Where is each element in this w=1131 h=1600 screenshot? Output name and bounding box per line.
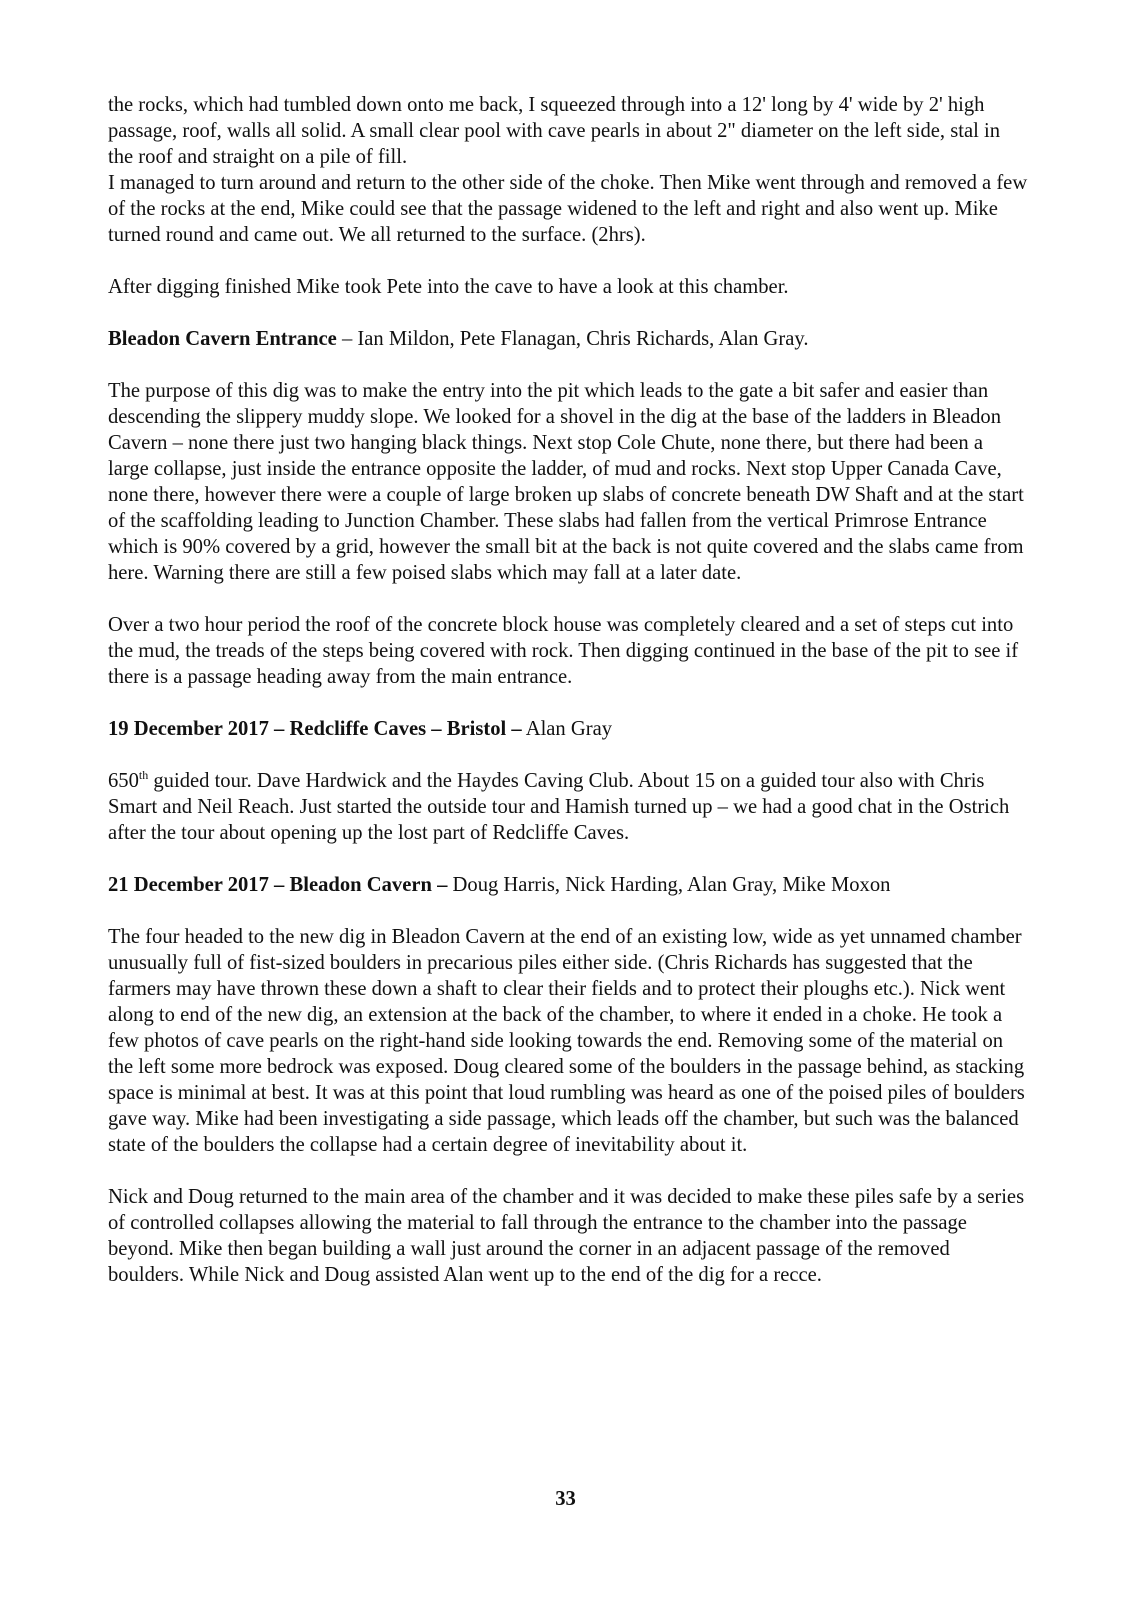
entry-heading-bold: 21 December 2017 – Bleadon Cavern – bbox=[108, 874, 448, 896]
paragraph-after-digging: After digging finished Mike took Pete into the cave to have a look at this chamber. bbox=[108, 276, 789, 298]
paragraph-dig-purpose: The purpose of this dig was to make the entry into the pit which leads to the gate a bit safer and easier than descending the slippery muddy slope. We looked for a shovel in the dig at the base of the ladders in Bleadon Cavern – none there just two hanging black things. Next stop Cole Chute, none there, but there had been a large collapse, just inside the entrance opposite the ladder, of mud and rocks. Next stop Upper Canada Cave, none there, however there were a couple of large broken up slabs of concrete beneath DW Shaft and at the start of the scaffolding leading to Junction Chamber. These slabs had fallen from the vertical Primrose Entrance which is 90% covered by a grid, however the small bit at the back is not quite covered and the slabs came from here. Warning there are still a few poised slabs which may fall at a later date. bbox=[108, 380, 1024, 584]
paragraph-new-dig: The four headed to the new dig in Bleadon Cavern at the end of an existing low, wide as yet unnamed chamber unusually full of fist-sized boulders in precarious piles either side. (Chris Richards has suggested that the farmers may have thrown these down a shaft to clear their fields and to protect their ploughs etc.). Nick went along to end of the new dig, an extension at the back of the chamber, to where it ended in a choke. He took a few photos of cave pearls on the right-hand side looking towards the end. Removing some of the material on the left some more bedrock was exposed. Doug cleared some of the boulders in the passage behind, as stacking space is minimal at best. It was at this point that loud rumbling was heard as one of the poised piles of boulders gave way. Mike had been investigating a side passage, which leads off the chamber, but such was the balanced state of the boulders the collapse had a certain degree of inevitability about it. bbox=[108, 926, 1025, 1156]
entry-heading-participants: Doug Harris, Nick Harding, Alan Gray, Mike Moxon bbox=[447, 874, 891, 896]
paragraph-guided-tour bbox=[108, 768, 1028, 846]
paragraph-controlled-collapses: Nick and Doug returned to the main area of the chamber and it was decided to make these piles safe by a series of controlled collapses allowing the material to fall through the entrance to the chamber into the passage beyond. Mike then began building a wall just around the corner in an adjacent passage of the removed boulders. While Nick and Doug assisted Alan went up to the end of the dig for a recce. bbox=[108, 1186, 1025, 1286]
entry-heading-bold: Bleadon Cavern Entrance bbox=[108, 328, 337, 350]
entry-heading-participants: – Ian Mildon, Pete Flanagan, Chris Richards, Alan Gray. bbox=[336, 328, 809, 350]
entry-heading-participants: Alan Gray bbox=[521, 718, 613, 740]
paragraph-passage-description: the rocks, which had tumbled down onto me back, I squeezed through into a 12' long by 4' wide by 2' high passage, roof, walls all solid. A small clear pool with cave pearls in about 2" diameter on the left side, stal in the roof and straight on a pile of fill. bbox=[108, 94, 1000, 168]
tour-number: 650 bbox=[108, 770, 139, 792]
tour-number-suffix: th bbox=[138, 768, 149, 783]
entry-heading-bleadon-entrance bbox=[108, 326, 1028, 352]
entry-heading-bleadon-cavern bbox=[108, 872, 1028, 898]
entry-heading-redcliffe-caves bbox=[108, 716, 1028, 742]
page-number: 33 bbox=[555, 1488, 576, 1510]
paragraph-block-house-cleared: Over a two hour period the roof of the concrete block house was completely cleared and a set of steps cut into the mud, the treads of the steps being covered with rock. Then digging continued in the base of the pit to see if there is a passage heading away from the main entrance. bbox=[108, 614, 1019, 688]
document-body bbox=[108, 92, 1028, 1288]
tour-description: guided tour. Dave Hardwick and the Haydes Caving Club. About 15 on a guided tour also with Chris Smart and Neil Reach. Just started the outside tour and Hamish turned up – we had a good chat in the Ostrich after the tour about opening up the lost part of Redcliffe Caves. bbox=[108, 770, 1010, 844]
entry-heading-bold: 19 December 2017 – Redcliffe Caves – Bristol – bbox=[108, 718, 522, 740]
paragraph-return-from-choke: I managed to turn around and return to the other side of the choke. Then Mike went through and removed a few of the rocks at the end, Mike could see that the passage widened to the left and right and also went up. Mike turned round and came out. We all returned to the surface. (2hrs). bbox=[108, 172, 1028, 246]
